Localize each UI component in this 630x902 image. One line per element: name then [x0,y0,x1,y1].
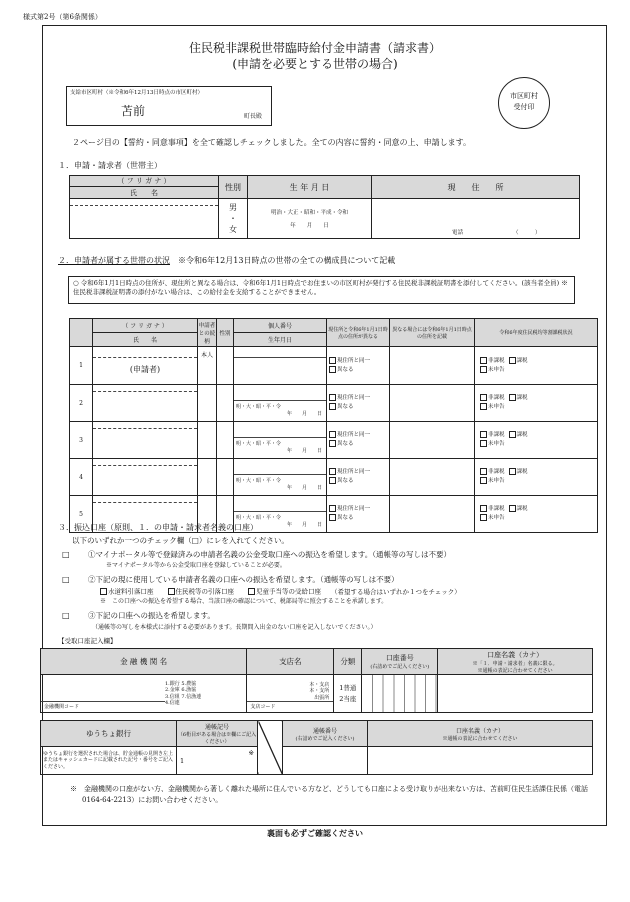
kana-cell[interactable] [438,675,593,713]
diff-label: 異なる [337,366,354,373]
row-eras: 明・大・昭・平・令 [236,514,282,521]
acct-type: 2当座 [339,694,357,703]
row-address-cell[interactable] [390,459,475,496]
section2-note: ※令和6年12月13日時点の世帯の全ての構成員について記載 [178,256,396,265]
applicant-sex-cell[interactable] [219,199,248,239]
household-row [70,459,598,496]
child-allowance-label: 児童手当等の受給口座 [256,587,321,596]
no-header [70,319,93,347]
same-label: 現住所と同一 [337,357,371,364]
row-eras: 明・大・昭・平・令 [236,440,282,447]
bank-type: 4.信連 [165,700,180,706]
row-status-cell[interactable] [475,422,598,459]
option3-checkbox[interactable]: □ [62,611,70,620]
row-no: 4 [70,459,93,496]
era-options: 明治・大正・昭和・平成・令和 [270,210,348,216]
stamp-line1: 市区町村 [510,92,538,100]
yucho-table [40,720,593,775]
form-number: 様式第2号（第6条関係） [23,13,102,21]
water-label: 水道料引落口座 [108,587,154,596]
option2-subs [100,588,461,595]
row-eras: 明・大・昭・平・令 [236,403,282,410]
row-jan-cell[interactable] [327,385,390,422]
phone-paren: （ ） [513,230,541,236]
branch-code-label: 支店コード [247,701,333,710]
bank-types[interactable] [165,675,247,713]
row-sex[interactable] [217,347,234,385]
symbol-asterisk: ※ [248,749,254,757]
municipality-box [66,86,272,126]
row-address-cell[interactable] [390,385,475,422]
diff-label: 異なる [337,441,354,447]
applicant-table [69,175,580,239]
row-sex[interactable] [217,422,234,459]
diff-label: 異なる [337,515,354,521]
nontax-label: 非課税 [488,506,505,513]
row-relation[interactable]: 本人 [198,347,217,385]
row-relation[interactable] [198,385,217,422]
branch-type: 本・支所 [309,688,330,694]
footer-note: ※ 金融機関の口座がない方、金融機関から著しく離れた場所に住んでいる方など、どうしても口座による受け取りが出来ない方は、苫前町住民生活課住民係（電話0164-64-2213）にお問い合わせください。 [70,785,588,804]
municipality-name[interactable]: 苫前 [121,104,146,118]
row-jan-cell[interactable] [327,422,390,459]
option3-note: （通帳等の写しを本様式に添付する必要があります。長期間入出金のない口座を記入しないでください。） [92,624,377,631]
row-status-cell[interactable] [475,459,598,496]
tax-label: 課税 [516,395,528,402]
row-relation[interactable] [198,422,217,459]
page-subtitle: (申請を必要とする世帯の場合) [232,57,398,71]
kana-header-text: 口座名義（カナ） [487,650,544,659]
option1-checkbox[interactable]: □ [62,550,70,559]
row-ymd: 年 月 日 [286,521,322,528]
row-ymd: 年 月 日 [286,484,322,491]
unfiled-label: 未申告 [488,478,505,484]
diff-label: 異なる [337,478,354,484]
symbol-header [177,721,258,747]
row-no: 3 [70,422,93,459]
section3-instruction: 以下のいずれか一つのチェック欄（□）にレを入れてください。 [72,536,289,545]
water-checkbox[interactable] [100,588,107,595]
number-header [283,721,368,747]
h-sex: 性別 [217,319,234,347]
row-diff[interactable] [329,366,389,375]
acct-header-text: 口座番号 [385,654,414,662]
phone-label: 電話 [452,230,464,236]
bank-type: 2.金庫 [165,687,180,693]
tax-label: 課税 [516,357,528,364]
same-label: 現住所と同一 [337,506,371,513]
unfiled-label: 未申告 [488,515,505,521]
diff-label: 異なる [337,404,354,410]
row-no: 2 [70,385,93,422]
row-mynumber-cell[interactable] [234,347,327,385]
kana-note2: ※通帳の表記に合わせてください [477,667,553,674]
kana-header [438,649,593,675]
option2-checkbox[interactable]: □ [62,575,70,584]
row-name-cell[interactable] [93,459,198,496]
h-relation: 申請者との続柄 [198,319,217,347]
stamp-line2: 受付印 [513,103,535,111]
male-option[interactable]: 男 [229,203,237,212]
row-name: (申請者) [129,364,161,374]
unfiled-label: 未申告 [488,404,505,410]
municipality-suffix: 町長殿 [244,113,263,120]
same-label: 現住所と同一 [337,469,371,476]
sex-header: 性別 [219,176,248,199]
row-status-cell[interactable] [475,496,598,533]
row-jan-cell[interactable] [327,496,390,533]
number-cell[interactable] [283,747,368,775]
bank-name-cell[interactable] [41,675,166,713]
row-sex[interactable] [217,385,234,422]
same-label: 現住所と同一 [337,432,371,439]
tax-label: 課税 [516,432,528,439]
symbol-prefix: 1 [180,756,185,765]
row-mynumber-cell[interactable] [234,385,327,422]
row-status-cell[interactable] [475,347,598,385]
symbol-header-text: 通帳記号 [204,724,229,731]
nontax-label: 非課税 [488,432,505,439]
tax-account-checkbox[interactable] [168,588,175,595]
applicant-address-cell[interactable] [372,199,580,239]
h-mynumber: 個人番号 [234,319,327,333]
option2-hint: （希望する場合はいずれか１つをチェック） [331,587,461,596]
branch-cell[interactable] [247,675,334,713]
row-ymd: 年 月 日 [286,447,322,454]
h-furigana: （ フ リ ガ ナ ） [93,319,198,333]
row-mynumber-cell[interactable] [234,422,327,459]
divider-slash [258,721,283,775]
child-allowance-checkbox[interactable] [248,588,255,595]
symbol-header-note: （6桁目がある場合は※欄にご記入ください） [177,732,257,745]
row-address-cell[interactable] [390,347,475,385]
female-option[interactable]: 女 [229,225,237,234]
h-birth: 生年月日 [234,333,327,347]
row-name-cell[interactable] [93,385,198,422]
acct-header [362,649,438,675]
section1-title: １．申請・請求者（世帯主） [58,161,162,170]
nontax-label: 非課税 [488,395,505,402]
row-name-cell[interactable] [93,347,198,385]
branch-type: 本・支店 [309,681,330,688]
reception-stamp [498,77,550,129]
section2-title [58,257,395,265]
furigana-header: （ フ リ ガ ナ ） [70,176,219,187]
bank-type: 1.銀行 [165,680,180,687]
bank-table [40,648,593,713]
household-row [70,347,598,385]
yucho-header: ゆうちょ銀行 [41,721,177,747]
branch-header: 支店名 [247,649,334,675]
municipality-label: 支給市区町村（※令和6年12月13日時点の市区町村） [70,90,203,96]
row-jan-cell[interactable] [327,347,390,385]
bank-type: 6.漁協 [181,687,197,693]
birth-header: 生 年 月 日 [248,176,372,199]
footer-text: 裏面も必ずご確認ください [267,828,363,838]
confirm-text: ２ページ目の【誓約・同意事項】を全て確認しチェックしました。全ての内容に誓約・同意の上、申請します。 [72,138,471,147]
bank-code-label: 金融機関コード [41,701,165,710]
row-no: 5 [70,496,93,533]
row-status-cell[interactable] [475,385,598,422]
household-table [69,318,598,533]
row-sex[interactable] [217,459,234,496]
row-relation[interactable] [198,459,217,496]
yucho-kana-header [368,721,593,747]
acct-type-cell[interactable] [334,675,362,713]
h-name: 氏 名 [93,333,198,347]
acct-number-cell[interactable] [362,675,438,713]
ymd-label: 年 月 日 [290,223,329,229]
row-no: 1 [70,347,93,385]
row-eras: 明・大・昭・平・令 [236,477,282,484]
address-header: 現 住 所 [372,176,580,199]
applicant-name-cell[interactable] [70,199,219,239]
section3-title: ３．振込口座（原則、１．の申請・請求者名義の口座） [58,523,258,532]
h-status: 令和6年度住民税均等割課税状況 [475,319,598,347]
acct-type: 1普通 [339,684,357,693]
household-row [70,422,598,459]
same-label: 現住所と同一 [337,395,371,402]
branch-type: 出張所 [314,694,330,701]
acct-header-sub: (右詰めでご記入ください) [370,664,430,670]
option2-label: ②下記の現に使用している申請者名義の口座への振込を希望します。（通帳等の写しは不要） [88,575,399,584]
unfiled-label: 未申告 [488,441,505,447]
h-jan: 現住所と令和6年1月1日時点の住所が異なる [327,319,390,347]
nontax-label: 非課税 [488,357,505,364]
tax-label: 課税 [516,469,528,476]
number-header-text: 通帳番号 [312,727,337,735]
option3-label: ③下記の口座への振込を希望します。 [88,611,215,620]
bank-header: 金 融 機 関 名 [41,649,247,675]
row-ymd: 年 月 日 [286,410,322,417]
row-mynumber-cell[interactable] [234,459,327,496]
option1-note: ※マイナポータル等から公金受取口座を登録していることが必要。 [106,562,286,569]
number-header-note: (右詰めでご記入ください) [295,735,355,742]
h-diff: 異なる場合には令和6年1月1日時点の住所を記載 [390,319,475,347]
applicant-birth-cell[interactable] [248,199,372,239]
notice-box: ○ 令和6年1月1日時点の住所が、現住所と異なる場合は、令和6年1月1日時点でお住まいの市区町村が発行する住民税非課税証明書を添付してください。(該当者全員) ※住民税非課税証明書の添付がない場合は、この給付金を支給することができません。 [68,276,575,304]
name-header: 氏 名 [70,187,219,199]
symbol-cell[interactable] [177,747,258,775]
account-box-title: 【受取口座記入欄】 [58,637,117,645]
row-same[interactable] [329,357,389,366]
yucho-note: ゆうちょ銀行を選択された場合は、貯金通帳の見開き左上またはキャッシュカードに記載された記号・番号をご記入ください。 [41,747,177,775]
bank-type: 5.農協 [181,680,197,687]
row-address-cell[interactable] [390,422,475,459]
yucho-kana-header-note: ※通帳の表記に合わせてください [442,735,518,742]
bank-type: 3.信組 [165,693,180,700]
tax-account-label: 住民税等の引落口座 [175,587,234,596]
option1-label: ①マイナポータル等で登録済みの申請者名義の公金受取口座への振込を希望します。（通帳等の写しは不要） [88,550,451,559]
section2-title-text: ２．申請者が属する世帯の状況 [58,256,170,265]
yucho-kana-header-text: 口座名義（カナ） [455,727,504,735]
row-name-cell[interactable] [93,422,198,459]
row-address-cell[interactable] [390,496,475,533]
row-jan-cell[interactable] [327,459,390,496]
yucho-kana-cell[interactable] [368,747,593,775]
page-title: 住民税非課税世帯臨時給付金申請書（請求書） [188,41,441,55]
household-row [70,385,598,422]
tax-label: 課税 [516,506,528,513]
option2-note: ※ この口座への振込を希望する場合、当該口座の確認について、税部局等に照会することを承諾します。 [100,598,388,605]
unfiled-label: 未申告 [488,366,505,373]
sex-dot: ・ [229,214,237,223]
bank-type: 7.信漁連 [181,693,202,700]
kana-note1: ※「１．申請・請求者」名義に限る。 [472,660,558,667]
nontax-label: 非課税 [488,469,505,476]
type-header: 分類 [334,649,362,675]
